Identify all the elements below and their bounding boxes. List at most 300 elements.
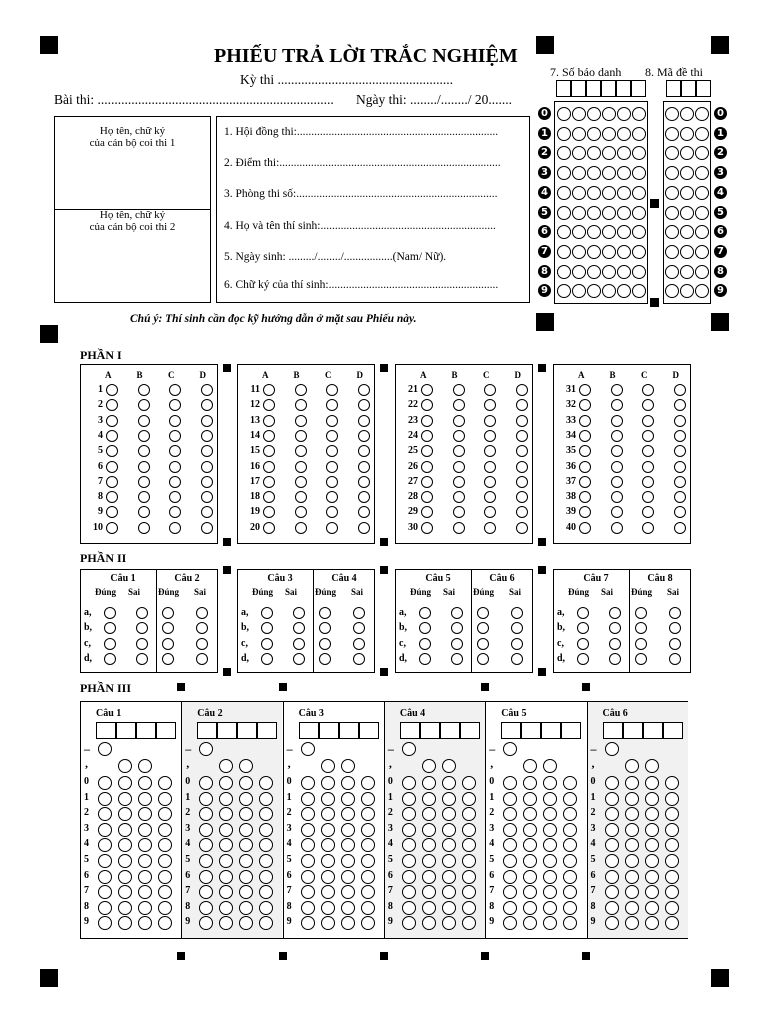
answer-bubble[interactable] — [169, 491, 181, 503]
student-id-bubble[interactable] — [632, 127, 646, 141]
answer-bubble[interactable] — [295, 430, 307, 442]
digit-bubble[interactable] — [301, 870, 315, 884]
test-code-bubble[interactable] — [680, 166, 694, 180]
answer-bubble[interactable] — [674, 476, 686, 488]
digit-bubble[interactable] — [301, 885, 315, 899]
digit-bubble[interactable] — [341, 854, 355, 868]
digit-bubble[interactable] — [605, 807, 619, 821]
digit-bubble[interactable] — [158, 792, 172, 806]
digit-bubble[interactable] — [341, 901, 355, 915]
answer-bubble[interactable] — [201, 461, 213, 473]
student-id-bubble[interactable] — [602, 245, 616, 259]
answer-digit-box[interactable] — [217, 722, 237, 739]
digit-bubble[interactable] — [301, 838, 315, 852]
answer-bubble[interactable] — [169, 415, 181, 427]
answer-bubble[interactable] — [358, 476, 370, 488]
answer-bubble[interactable] — [169, 430, 181, 442]
student-id-digit-box[interactable] — [586, 80, 601, 97]
digit-bubble[interactable] — [158, 854, 172, 868]
digit-bubble[interactable] — [523, 823, 537, 837]
comma-bubble[interactable] — [138, 759, 152, 773]
student-id-bubble[interactable] — [632, 186, 646, 200]
answer-bubble[interactable] — [516, 506, 528, 518]
test-code-bubble[interactable] — [695, 265, 709, 279]
false-bubble[interactable] — [136, 607, 148, 619]
digit-bubble[interactable] — [301, 823, 315, 837]
digit-bubble[interactable] — [503, 792, 517, 806]
answer-digit-box[interactable] — [420, 722, 440, 739]
digit-bubble[interactable] — [665, 870, 679, 884]
digit-bubble[interactable] — [665, 792, 679, 806]
digit-bubble[interactable] — [442, 776, 456, 790]
answer-bubble[interactable] — [358, 445, 370, 457]
false-bubble[interactable] — [609, 607, 621, 619]
test-code-digit-box[interactable] — [696, 80, 711, 97]
digit-bubble[interactable] — [341, 916, 355, 930]
true-bubble[interactable] — [261, 653, 273, 665]
answer-digit-box[interactable] — [623, 722, 643, 739]
test-code-bubble[interactable] — [665, 127, 679, 141]
false-bubble[interactable] — [196, 653, 208, 665]
answer-bubble[interactable] — [326, 491, 338, 503]
student-id-bubble[interactable] — [632, 245, 646, 259]
digit-bubble[interactable] — [645, 885, 659, 899]
answer-bubble[interactable] — [358, 491, 370, 503]
false-bubble[interactable] — [451, 638, 463, 650]
digit-bubble[interactable] — [605, 823, 619, 837]
digit-bubble[interactable] — [259, 870, 273, 884]
answer-bubble[interactable] — [421, 522, 433, 534]
digit-bubble[interactable] — [442, 901, 456, 915]
answer-bubble[interactable] — [138, 399, 150, 411]
answer-digit-box[interactable] — [521, 722, 541, 739]
answer-digit-box[interactable] — [136, 722, 156, 739]
answer-bubble[interactable] — [295, 491, 307, 503]
answer-bubble[interactable] — [326, 415, 338, 427]
digit-bubble[interactable] — [462, 792, 476, 806]
digit-bubble[interactable] — [402, 870, 416, 884]
digit-bubble[interactable] — [361, 807, 375, 821]
student-id-bubble[interactable] — [587, 186, 601, 200]
digit-bubble[interactable] — [605, 901, 619, 915]
digit-bubble[interactable] — [138, 792, 152, 806]
digit-bubble[interactable] — [402, 807, 416, 821]
student-id-bubble[interactable] — [572, 166, 586, 180]
answer-bubble[interactable] — [358, 415, 370, 427]
answer-bubble[interactable] — [611, 461, 623, 473]
student-id-bubble[interactable] — [602, 186, 616, 200]
student-id-bubble[interactable] — [602, 206, 616, 220]
answer-bubble[interactable] — [516, 415, 528, 427]
digit-bubble[interactable] — [118, 854, 132, 868]
answer-digit-box[interactable] — [501, 722, 521, 739]
false-bubble[interactable] — [511, 638, 523, 650]
digit-bubble[interactable] — [341, 807, 355, 821]
true-bubble[interactable] — [319, 653, 331, 665]
answer-bubble[interactable] — [326, 430, 338, 442]
test-code-bubble[interactable] — [695, 166, 709, 180]
digit-bubble[interactable] — [219, 870, 233, 884]
answer-bubble[interactable] — [484, 476, 496, 488]
student-id-bubble[interactable] — [617, 186, 631, 200]
digit-bubble[interactable] — [462, 776, 476, 790]
answer-bubble[interactable] — [674, 415, 686, 427]
student-id-bubble[interactable] — [587, 127, 601, 141]
digit-bubble[interactable] — [442, 870, 456, 884]
answer-bubble[interactable] — [295, 522, 307, 534]
comma-bubble[interactable] — [422, 759, 436, 773]
digit-bubble[interactable] — [442, 854, 456, 868]
student-id-bubble[interactable] — [587, 107, 601, 121]
answer-bubble[interactable] — [358, 506, 370, 518]
answer-bubble[interactable] — [484, 491, 496, 503]
answer-bubble[interactable] — [201, 476, 213, 488]
answer-bubble[interactable] — [453, 384, 465, 396]
answer-bubble[interactable] — [453, 415, 465, 427]
test-code-digit-box[interactable] — [681, 80, 696, 97]
answer-bubble[interactable] — [358, 430, 370, 442]
student-id-bubble[interactable] — [557, 186, 571, 200]
digit-bubble[interactable] — [98, 870, 112, 884]
digit-bubble[interactable] — [259, 823, 273, 837]
digit-bubble[interactable] — [341, 776, 355, 790]
student-id-digit-box[interactable] — [571, 80, 586, 97]
digit-bubble[interactable] — [98, 776, 112, 790]
student-id-bubble[interactable] — [602, 107, 616, 121]
true-bubble[interactable] — [419, 607, 431, 619]
answer-bubble[interactable] — [295, 476, 307, 488]
digit-bubble[interactable] — [118, 792, 132, 806]
student-id-bubble[interactable] — [557, 265, 571, 279]
answer-bubble[interactable] — [579, 491, 591, 503]
digit-bubble[interactable] — [543, 870, 557, 884]
digit-bubble[interactable] — [321, 807, 335, 821]
test-code-bubble[interactable] — [665, 166, 679, 180]
digit-bubble[interactable] — [563, 901, 577, 915]
true-bubble[interactable] — [477, 638, 489, 650]
answer-bubble[interactable] — [642, 461, 654, 473]
answer-bubble[interactable] — [674, 461, 686, 473]
digit-bubble[interactable] — [665, 838, 679, 852]
digit-bubble[interactable] — [543, 823, 557, 837]
digit-bubble[interactable] — [625, 823, 639, 837]
answer-bubble[interactable] — [421, 415, 433, 427]
digit-bubble[interactable] — [523, 901, 537, 915]
answer-bubble[interactable] — [421, 430, 433, 442]
comma-bubble[interactable] — [321, 759, 335, 773]
digit-bubble[interactable] — [645, 916, 659, 930]
answer-bubble[interactable] — [611, 506, 623, 518]
digit-bubble[interactable] — [625, 838, 639, 852]
student-id-digit-box[interactable] — [601, 80, 616, 97]
answer-bubble[interactable] — [674, 399, 686, 411]
answer-bubble[interactable] — [138, 476, 150, 488]
test-code-bubble[interactable] — [695, 107, 709, 121]
digit-bubble[interactable] — [219, 792, 233, 806]
digit-bubble[interactable] — [199, 792, 213, 806]
true-bubble[interactable] — [419, 638, 431, 650]
student-id-bubble[interactable] — [557, 206, 571, 220]
answer-bubble[interactable] — [358, 384, 370, 396]
answer-digit-box[interactable] — [237, 722, 257, 739]
digit-bubble[interactable] — [422, 854, 436, 868]
answer-bubble[interactable] — [611, 384, 623, 396]
answer-bubble[interactable] — [106, 461, 118, 473]
answer-bubble[interactable] — [106, 415, 118, 427]
answer-bubble[interactable] — [611, 491, 623, 503]
digit-bubble[interactable] — [442, 807, 456, 821]
digit-bubble[interactable] — [665, 885, 679, 899]
answer-bubble[interactable] — [516, 430, 528, 442]
digit-bubble[interactable] — [605, 916, 619, 930]
minus-bubble[interactable] — [301, 742, 315, 756]
digit-bubble[interactable] — [138, 901, 152, 915]
answer-bubble[interactable] — [674, 506, 686, 518]
answer-bubble[interactable] — [326, 522, 338, 534]
true-bubble[interactable] — [635, 653, 647, 665]
true-bubble[interactable] — [104, 638, 116, 650]
answer-bubble[interactable] — [642, 476, 654, 488]
true-bubble[interactable] — [577, 638, 589, 650]
false-bubble[interactable] — [353, 638, 365, 650]
answer-bubble[interactable] — [263, 384, 275, 396]
digit-bubble[interactable] — [239, 792, 253, 806]
digit-bubble[interactable] — [645, 792, 659, 806]
digit-bubble[interactable] — [645, 776, 659, 790]
digit-bubble[interactable] — [402, 901, 416, 915]
answer-bubble[interactable] — [674, 445, 686, 457]
digit-bubble[interactable] — [605, 870, 619, 884]
digit-bubble[interactable] — [422, 885, 436, 899]
digit-bubble[interactable] — [402, 823, 416, 837]
comma-bubble[interactable] — [341, 759, 355, 773]
digit-bubble[interactable] — [341, 838, 355, 852]
answer-bubble[interactable] — [453, 506, 465, 518]
digit-bubble[interactable] — [361, 823, 375, 837]
answer-bubble[interactable] — [453, 445, 465, 457]
digit-bubble[interactable] — [503, 901, 517, 915]
answer-bubble[interactable] — [263, 522, 275, 534]
digit-bubble[interactable] — [665, 807, 679, 821]
digit-bubble[interactable] — [118, 776, 132, 790]
false-bubble[interactable] — [609, 653, 621, 665]
digit-bubble[interactable] — [118, 901, 132, 915]
true-bubble[interactable] — [104, 607, 116, 619]
digit-bubble[interactable] — [361, 916, 375, 930]
test-code-bubble[interactable] — [680, 186, 694, 200]
digit-bubble[interactable] — [645, 823, 659, 837]
true-bubble[interactable] — [577, 607, 589, 619]
digit-bubble[interactable] — [321, 838, 335, 852]
digit-bubble[interactable] — [442, 885, 456, 899]
answer-bubble[interactable] — [201, 491, 213, 503]
false-bubble[interactable] — [293, 607, 305, 619]
student-id-bubble[interactable] — [587, 265, 601, 279]
answer-bubble[interactable] — [295, 461, 307, 473]
digit-bubble[interactable] — [442, 792, 456, 806]
test-code-bubble[interactable] — [680, 107, 694, 121]
digit-bubble[interactable] — [665, 854, 679, 868]
digit-bubble[interactable] — [138, 870, 152, 884]
answer-bubble[interactable] — [611, 445, 623, 457]
answer-bubble[interactable] — [674, 384, 686, 396]
digit-bubble[interactable] — [645, 838, 659, 852]
digit-bubble[interactable] — [341, 885, 355, 899]
answer-bubble[interactable] — [326, 384, 338, 396]
answer-digit-box[interactable] — [299, 722, 319, 739]
digit-bubble[interactable] — [321, 916, 335, 930]
digit-bubble[interactable] — [321, 901, 335, 915]
digit-bubble[interactable] — [543, 792, 557, 806]
digit-bubble[interactable] — [301, 901, 315, 915]
digit-bubble[interactable] — [361, 792, 375, 806]
digit-bubble[interactable] — [361, 870, 375, 884]
digit-bubble[interactable] — [199, 823, 213, 837]
digit-bubble[interactable] — [625, 776, 639, 790]
true-bubble[interactable] — [104, 653, 116, 665]
answer-bubble[interactable] — [453, 430, 465, 442]
test-code-bubble[interactable] — [695, 186, 709, 200]
answer-bubble[interactable] — [516, 491, 528, 503]
digit-bubble[interactable] — [259, 792, 273, 806]
answer-bubble[interactable] — [138, 506, 150, 518]
student-id-bubble[interactable] — [572, 265, 586, 279]
answer-bubble[interactable] — [516, 399, 528, 411]
answer-bubble[interactable] — [516, 445, 528, 457]
answer-bubble[interactable] — [295, 506, 307, 518]
true-bubble[interactable] — [635, 638, 647, 650]
digit-bubble[interactable] — [563, 792, 577, 806]
digit-bubble[interactable] — [138, 854, 152, 868]
answer-bubble[interactable] — [484, 415, 496, 427]
digit-bubble[interactable] — [138, 823, 152, 837]
answer-bubble[interactable] — [358, 522, 370, 534]
answer-digit-box[interactable] — [116, 722, 136, 739]
answer-bubble[interactable] — [138, 445, 150, 457]
answer-bubble[interactable] — [674, 491, 686, 503]
digit-bubble[interactable] — [462, 854, 476, 868]
student-id-bubble[interactable] — [617, 107, 631, 121]
answer-bubble[interactable] — [484, 430, 496, 442]
true-bubble[interactable] — [577, 653, 589, 665]
true-bubble[interactable] — [261, 607, 273, 619]
answer-bubble[interactable] — [106, 522, 118, 534]
digit-bubble[interactable] — [645, 807, 659, 821]
answer-bubble[interactable] — [611, 399, 623, 411]
comma-bubble[interactable] — [645, 759, 659, 773]
answer-bubble[interactable] — [579, 430, 591, 442]
student-id-bubble[interactable] — [587, 166, 601, 180]
digit-bubble[interactable] — [625, 901, 639, 915]
test-code-bubble[interactable] — [665, 186, 679, 200]
answer-bubble[interactable] — [326, 461, 338, 473]
answer-bubble[interactable] — [263, 476, 275, 488]
true-bubble[interactable] — [635, 607, 647, 619]
answer-bubble[interactable] — [295, 415, 307, 427]
answer-bubble[interactable] — [169, 384, 181, 396]
digit-bubble[interactable] — [118, 823, 132, 837]
student-id-bubble[interactable] — [617, 166, 631, 180]
minus-bubble[interactable] — [98, 742, 112, 756]
digit-bubble[interactable] — [625, 854, 639, 868]
student-id-bubble[interactable] — [557, 245, 571, 259]
true-bubble[interactable] — [319, 607, 331, 619]
answer-bubble[interactable] — [579, 522, 591, 534]
digit-bubble[interactable] — [321, 854, 335, 868]
false-bubble[interactable] — [353, 607, 365, 619]
digit-bubble[interactable] — [605, 854, 619, 868]
false-bubble[interactable] — [609, 638, 621, 650]
test-code-bubble[interactable] — [680, 206, 694, 220]
digit-bubble[interactable] — [321, 776, 335, 790]
answer-bubble[interactable] — [453, 491, 465, 503]
answer-bubble[interactable] — [642, 522, 654, 534]
false-bubble[interactable] — [196, 638, 208, 650]
digit-bubble[interactable] — [199, 870, 213, 884]
answer-bubble[interactable] — [611, 522, 623, 534]
answer-digit-box[interactable] — [460, 722, 480, 739]
digit-bubble[interactable] — [625, 870, 639, 884]
comma-bubble[interactable] — [625, 759, 639, 773]
comma-bubble[interactable] — [118, 759, 132, 773]
false-bubble[interactable] — [293, 638, 305, 650]
digit-bubble[interactable] — [462, 823, 476, 837]
answer-digit-box[interactable] — [257, 722, 277, 739]
answer-digit-box[interactable] — [359, 722, 379, 739]
minus-bubble[interactable] — [402, 742, 416, 756]
digit-bubble[interactable] — [645, 854, 659, 868]
true-bubble[interactable] — [162, 638, 174, 650]
test-code-bubble[interactable] — [680, 265, 694, 279]
student-id-bubble[interactable] — [587, 245, 601, 259]
student-id-bubble[interactable] — [572, 107, 586, 121]
false-bubble[interactable] — [196, 607, 208, 619]
test-code-bubble[interactable] — [680, 127, 694, 141]
student-id-digit-box[interactable] — [556, 80, 571, 97]
student-id-bubble[interactable] — [632, 265, 646, 279]
digit-bubble[interactable] — [422, 870, 436, 884]
answer-bubble[interactable] — [579, 384, 591, 396]
answer-bubble[interactable] — [263, 461, 275, 473]
answer-digit-box[interactable] — [440, 722, 460, 739]
digit-bubble[interactable] — [462, 870, 476, 884]
student-id-bubble[interactable] — [572, 245, 586, 259]
digit-bubble[interactable] — [321, 870, 335, 884]
answer-bubble[interactable] — [106, 491, 118, 503]
answer-bubble[interactable] — [611, 476, 623, 488]
digit-bubble[interactable] — [645, 901, 659, 915]
digit-bubble[interactable] — [158, 776, 172, 790]
digit-bubble[interactable] — [158, 823, 172, 837]
answer-bubble[interactable] — [611, 430, 623, 442]
answer-bubble[interactable] — [484, 522, 496, 534]
student-id-bubble[interactable] — [572, 186, 586, 200]
answer-bubble[interactable] — [106, 384, 118, 396]
digit-bubble[interactable] — [361, 776, 375, 790]
digit-bubble[interactable] — [442, 823, 456, 837]
digit-bubble[interactable] — [422, 901, 436, 915]
test-code-bubble[interactable] — [665, 107, 679, 121]
answer-bubble[interactable] — [263, 430, 275, 442]
answer-bubble[interactable] — [295, 384, 307, 396]
digit-bubble[interactable] — [523, 792, 537, 806]
answer-bubble[interactable] — [484, 461, 496, 473]
test-code-bubble[interactable] — [665, 245, 679, 259]
answer-bubble[interactable] — [516, 461, 528, 473]
answer-bubble[interactable] — [579, 461, 591, 473]
answer-bubble[interactable] — [201, 506, 213, 518]
digit-bubble[interactable] — [402, 854, 416, 868]
